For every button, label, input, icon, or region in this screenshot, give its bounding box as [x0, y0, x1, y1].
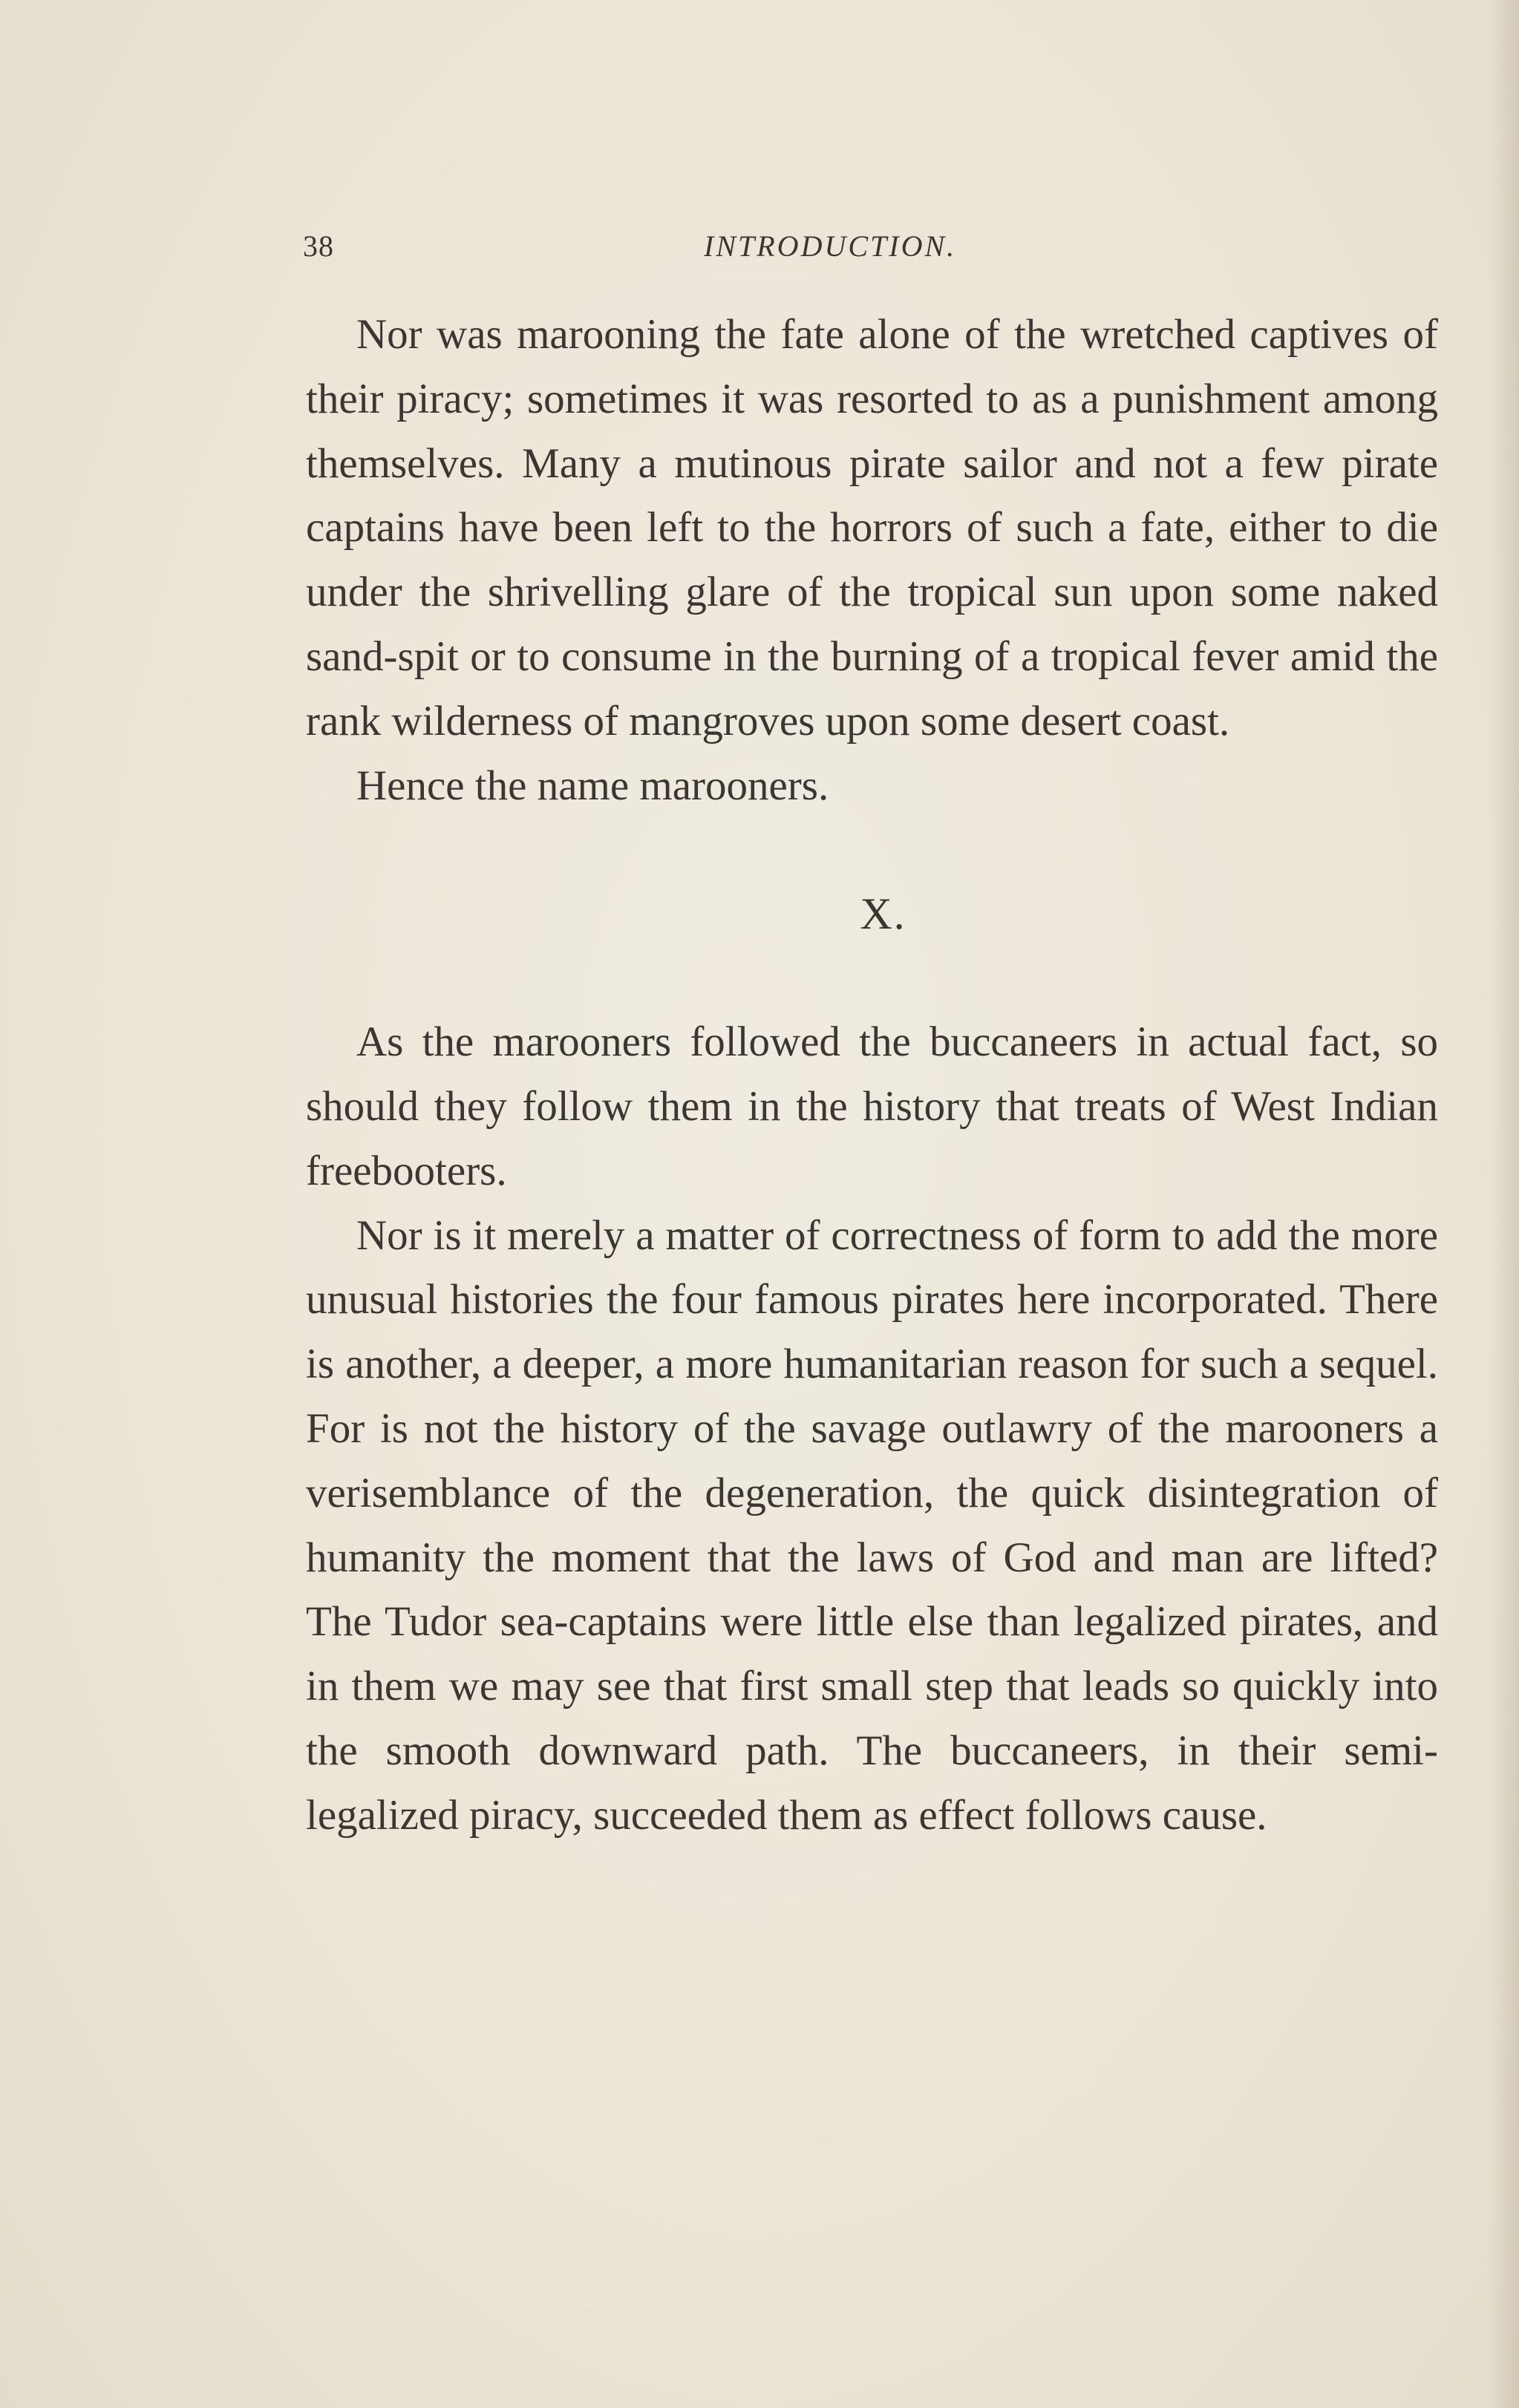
running-title: INTRODUCTION. [704, 229, 957, 263]
paragraph-marooning: Nor was marooning the fate alone of the wretched captives of their piracy; sometimes it was resorted to as a punishment among themselves. Many a mutinous pirate sailor and not a few pirate captains have been left to the horrors of such a fate, either to die under the shrivelling glare of the tropical sun upon some naked sand-spit or to consume in the burning of a tropical fever amid the rank wilderness of mangroves upon some desert coast. [306, 311, 1438, 745]
section-spacer [306, 946, 1438, 1010]
page-number: 38 [303, 229, 334, 263]
running-head [303, 229, 1431, 281]
section-spacer [306, 818, 1438, 882]
body-text [306, 303, 1438, 1848]
paragraph-followed-buccaneers: As the marooners followed the buccaneers in actual fact, so should they follow them in the history that treats of West Indian freebooters. [306, 1018, 1438, 1194]
section-heading: X. [860, 889, 906, 939]
page-edge-shadow [1489, 0, 1519, 2408]
paragraph-humanitarian-reason: Nor is it merely a matter of correctness of form to add the more unusual histories the four famous pirates here incorporated. There is another, a deeper, a more humanitarian reason for such a sequel. For is not the history of the savage outlawry of the marooners a verisemblance of the degeneration, the quick disintegration of humanity the moment that the laws of God and man are lifted? The Tudor sea-captains were little else than legalized pirates, and in them we may see that first small step that leads so quickly into the smooth downward path. The buccaneers, in their semi-legalized piracy, succeeded them as effect follows cause. [306, 1211, 1438, 1839]
paragraph-marooners-name: Hence the name marooners. [356, 762, 829, 809]
